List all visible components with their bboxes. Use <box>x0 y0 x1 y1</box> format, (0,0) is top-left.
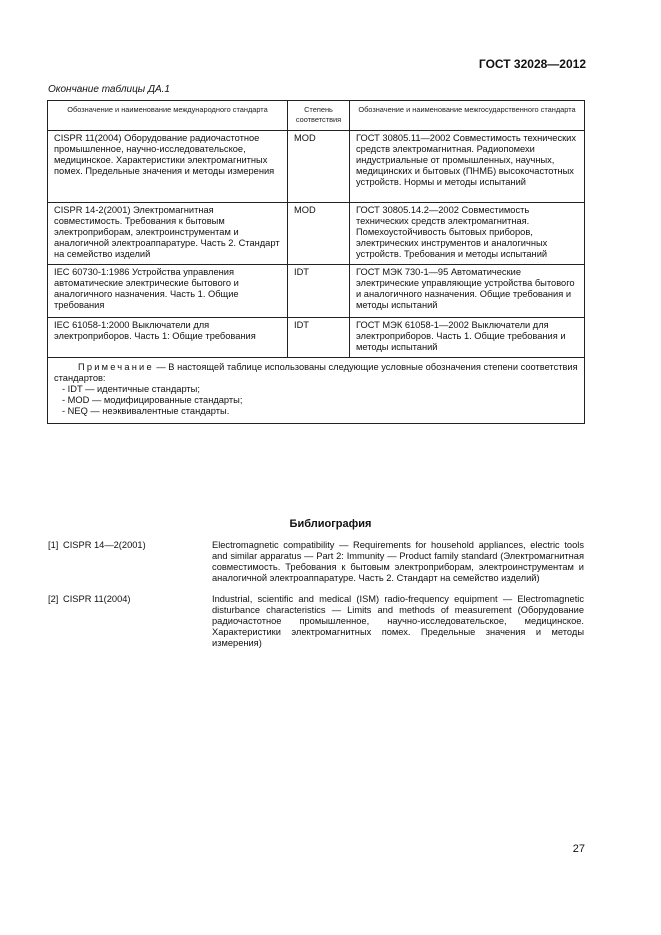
table-row <box>48 131 585 203</box>
table-caption: Окончание таблицы ДА.1 <box>48 84 170 95</box>
bibliography-title: Библиография <box>289 518 372 530</box>
bibliography-entry <box>48 540 584 584</box>
bibliography-entry-number: [2] <box>48 594 59 604</box>
cell-international-standard: IEC 60730-1:1986 Устройства управления автоматические электрические бытового и аналогичного назначения. Часть 1. Общие требования <box>48 265 288 318</box>
standards-table <box>47 100 585 424</box>
cell-interstate-standard: ГОСТ 30805.14.2—2002 Совместимость технических средств электромагнитная. Помехоустойчивость бытовых приборов, электрических инструментов и аналогичных устройств. Требования и методы испытаний <box>350 203 585 265</box>
note-item: - IDT — идентичные стандарты; <box>62 384 200 394</box>
note-text: — В настоящей таблице использованы следующие условные обозначения степени соответствия стандартов: <box>54 362 578 383</box>
cell-international-standard: IEC 61058-1:2000 Выключатели для электроприборов. Часть 1: Общие требования <box>48 318 288 358</box>
cell-interstate-standard: ГОСТ МЭК 730-1—95 Автоматические электрические управляющие устройства бытового и аналогичного назначения. Общие требования и методы испытаний <box>350 265 585 318</box>
document-header: ГОСТ 32028—2012 <box>478 57 586 71</box>
cell-interstate-standard: ГОСТ 30805.11—2002 Совместимость технических средств электромагнитная. Радиопомехи индустриальные от промышленных, научных, медицинских и бытовых (ПНМБ) высокочастотных устройств. Нормы и методы испытаний <box>350 131 585 203</box>
note-heading <box>54 362 578 384</box>
note-label: Примечание <box>78 362 154 372</box>
cell-interstate-standard: ГОСТ МЭК 61058-1—2002 Выключатели для электроприборов. Часть 1. Общие требования и методы испытаний <box>350 318 585 358</box>
table-row <box>48 318 585 358</box>
bibliography-entry-text: Electromagnetic compatibility — Requirements for household appliances, electric tools and similar apparatus — Part 2: Immunity — Product family standard (Электромагнитная совместимость. Требования к бытовым электроприборам, электроинструментам и аналогичной электроаппаратуре. Часть 2. Стандарт на семейство изделий) <box>212 540 584 583</box>
bibliography-entry-text: Industrial, scientific and medical (ISM) radio-frequency equipment — Electromagnetic disturbance characteristics — Limits and methods of measurement (Оборудование радиочастотное промышленное, научно-исследовательское, медицинское. Характеристики электромагнитных помех. Предельные значения и методы измерения) <box>212 594 584 648</box>
bibliography-entry <box>48 594 584 649</box>
cell-degree: MOD <box>288 131 350 203</box>
page-number: 27 <box>572 843 585 855</box>
cell-degree: IDT <box>288 318 350 358</box>
column-header-degree: Степень соответствия <box>288 101 350 131</box>
column-header-international: Обозначение и наименование международного стандарта <box>48 101 288 131</box>
table-note-row <box>48 358 585 424</box>
column-header-interstate: Обозначение и наименование межгосударственного стандарта <box>350 101 585 131</box>
bibliography-entry-source: CISPR 11(2004) <box>63 594 131 604</box>
table-header-row <box>48 101 585 131</box>
cell-international-standard: CISPR 14-2(2001) Электромагнитная совместимость. Требования к бытовым электроприборам, электроинструментам и аналогичной электроаппаратуре. Часть 2. Стандарт на семейство изделий <box>48 203 288 265</box>
note-item: - NEQ — неэквивалентные стандарты. <box>62 406 230 416</box>
cell-international-standard: CISPR 11(2004) Оборудование радиочастотное промышленное, научно-исследовательское, медицинское. Характеристики электромагнитных помех. Предельные значения и методы измерения <box>48 131 288 203</box>
bibliography-entry-number: [1] <box>48 540 59 550</box>
table-row <box>48 203 585 265</box>
cell-degree: IDT <box>288 265 350 318</box>
bibliography-entry-source: CISPR 14—2(2001) <box>63 540 146 550</box>
cell-degree: MOD <box>288 203 350 265</box>
note-item: - MOD — модифицированные стандарты; <box>62 395 243 405</box>
table-note <box>48 358 585 424</box>
table-row <box>48 265 585 318</box>
